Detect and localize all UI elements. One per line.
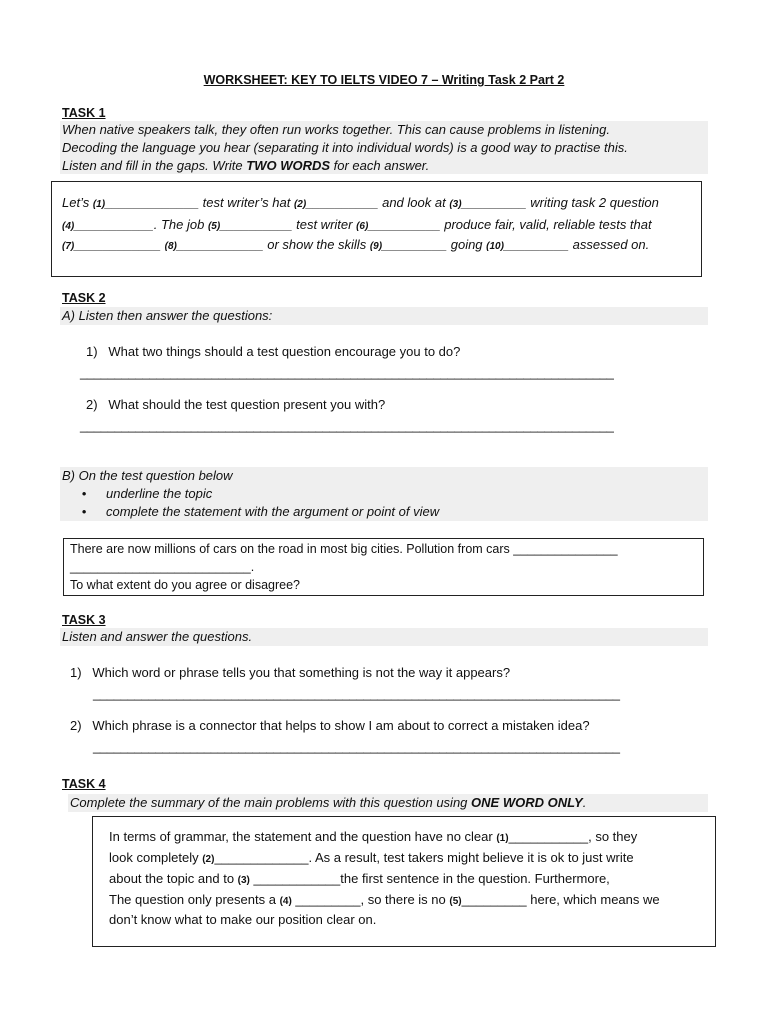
gap-number: (5) [449, 896, 462, 907]
task2-bullet1-text: underline the topic [106, 486, 213, 501]
gap-number: (2) [293, 199, 307, 210]
task3-q2-number: 2) [70, 718, 82, 733]
task4-instr-c: . [582, 795, 587, 810]
task2-q1-text: What two things should a test question encourage you to do? [108, 344, 461, 359]
task3-q2-answer-line[interactable]: ____________________________________________________________________________ [93, 739, 620, 754]
task4-summary-box [92, 816, 716, 947]
task4-instructions [68, 794, 708, 812]
task1-instructions-line3 [62, 157, 708, 175]
gap-number: (7) [62, 241, 75, 252]
task2-q2-number: 2) [86, 397, 98, 412]
task2-q1-number: 1) [86, 344, 98, 359]
text-segment: __________ test writer [220, 217, 357, 232]
text-segment: _____________. As a result, test takers might believe it is ok to just write [214, 850, 634, 865]
text-segment: don’t know what to make our position clear on. [109, 912, 377, 927]
bullet-icon: • [81, 486, 87, 501]
task2-bullet2-text: complete the statement with the argument or point of view [106, 504, 440, 519]
worksheet-title: WORKSHEET: KEY TO IELTS VIDEO 7 – Writing Task 2 Part 2 [203, 73, 565, 87]
text-segment: _________ assessed on. [503, 237, 650, 252]
gap-number: (5) [207, 221, 221, 232]
task2-q2-answer-line[interactable]: _____________________________________________________________________________ [80, 418, 614, 433]
task1-instr-a: Listen and fill in the gaps. Write [62, 158, 247, 173]
task2-part-b [60, 467, 708, 521]
task1-gap-box [51, 181, 702, 277]
task2-test-question-box [63, 538, 704, 596]
text-segment: _________ here, which means we [461, 892, 660, 907]
task1-instr-two-words: TWO WORDS [246, 158, 331, 173]
task1-instr-c: for each answer. [330, 158, 430, 173]
task2-part-b-heading: B) On the test question below [62, 468, 233, 483]
text-segment: Let’s [62, 195, 93, 210]
text-segment: ___________. The job [74, 217, 208, 232]
task2-q2 [86, 397, 385, 412]
task2-bullet1 [62, 485, 708, 503]
task1-instructions [60, 121, 708, 174]
text-segment: ____________the first sentence in the question. Furthermore, [249, 871, 610, 886]
gap-number: (3) [449, 199, 462, 210]
task4-instr-a: Complete the summary of the main problems with this question using [70, 795, 472, 810]
task2-part-a: A) Listen then answer the questions: [60, 307, 708, 325]
task4-summary-line4[interactable] [109, 892, 660, 907]
task4-summary-line3[interactable] [109, 871, 610, 886]
task1-gap-line2[interactable] [62, 217, 652, 232]
gap-number: (1) [92, 199, 106, 210]
task2-box-line1[interactable]: There are now millions of cars on the road in most big cities. Pollution from cars _______________ [70, 542, 618, 556]
gap-number: (6) [356, 221, 369, 232]
gap-number: (8) [164, 241, 177, 252]
text-segment: _________, so there is no [291, 892, 450, 907]
task1-instructions-line2: Decoding the language you hear (separating it into individual words) is a good way to practise this. [62, 140, 628, 155]
task4-instr-one-word: ONE WORD ONLY [471, 795, 583, 810]
text-segment: _________ going [382, 237, 487, 252]
gap-number: (3) [237, 875, 250, 886]
task1-heading: TASK 1 [62, 106, 106, 120]
task3-q2 [70, 718, 590, 733]
task2-box-line2[interactable]: __________________________. [70, 560, 255, 574]
task3-q1 [70, 665, 510, 680]
task3-q2-text: Which phrase is a connector that helps to show I am about to correct a mistaken idea? [92, 718, 590, 733]
task3-q1-number: 1) [70, 665, 82, 680]
task1-instructions-line1: When native speakers talk, they often run works together. This can cause problems in listening. [62, 122, 610, 137]
task2-box-line3: To what extent do you agree or disagree? [70, 578, 301, 592]
text-segment: ___________, so they [508, 829, 638, 844]
gap-number: (4) [62, 221, 75, 232]
task3-q1-text: Which word or phrase tells you that something is not the way it appears? [92, 665, 511, 680]
gap-number: (9) [369, 241, 383, 252]
task2-q1 [86, 344, 460, 359]
text-segment: The question only presents a [109, 892, 280, 907]
task4-heading: TASK 4 [62, 777, 106, 791]
text-segment: In terms of grammar, the statement and the question have no clear [109, 829, 497, 844]
task3-heading: TASK 3 [62, 613, 106, 627]
text-segment: __________ produce fair, valid, reliable tests that [368, 217, 652, 232]
gap-number: (2) [202, 854, 215, 865]
task2-q1-answer-line[interactable]: _____________________________________________________________________________ [80, 365, 614, 380]
task4-summary-line2[interactable] [109, 850, 634, 865]
bullet-icon: • [81, 504, 87, 519]
task1-gap-line1[interactable] [62, 195, 659, 210]
gap-number: (10) [486, 241, 504, 252]
task2-heading: TASK 2 [62, 291, 106, 305]
text-segment: __________ and look at [306, 195, 450, 210]
task4-summary-line1[interactable] [109, 829, 637, 844]
task3-q1-answer-line[interactable]: ____________________________________________________________________________ [93, 686, 620, 701]
task2-bullet2 [62, 503, 708, 521]
gap-number: (4) [279, 896, 292, 907]
task2-q2-text: What should the test question present you with? [108, 397, 386, 412]
task4-summary-line5 [109, 912, 376, 927]
text-segment: _________ writing task 2 question [461, 195, 659, 210]
text-segment: ____________ [74, 237, 165, 252]
gap-number: (1) [496, 833, 509, 844]
text-segment: _____________ test writer’s hat [105, 195, 294, 210]
text-segment: about the topic and to [109, 871, 238, 886]
text-segment: ____________ or show the skills [176, 237, 370, 252]
task3-instructions: Listen and answer the questions. [60, 628, 708, 646]
task1-gap-line3[interactable] [62, 237, 649, 252]
text-segment: look completely [109, 850, 203, 865]
